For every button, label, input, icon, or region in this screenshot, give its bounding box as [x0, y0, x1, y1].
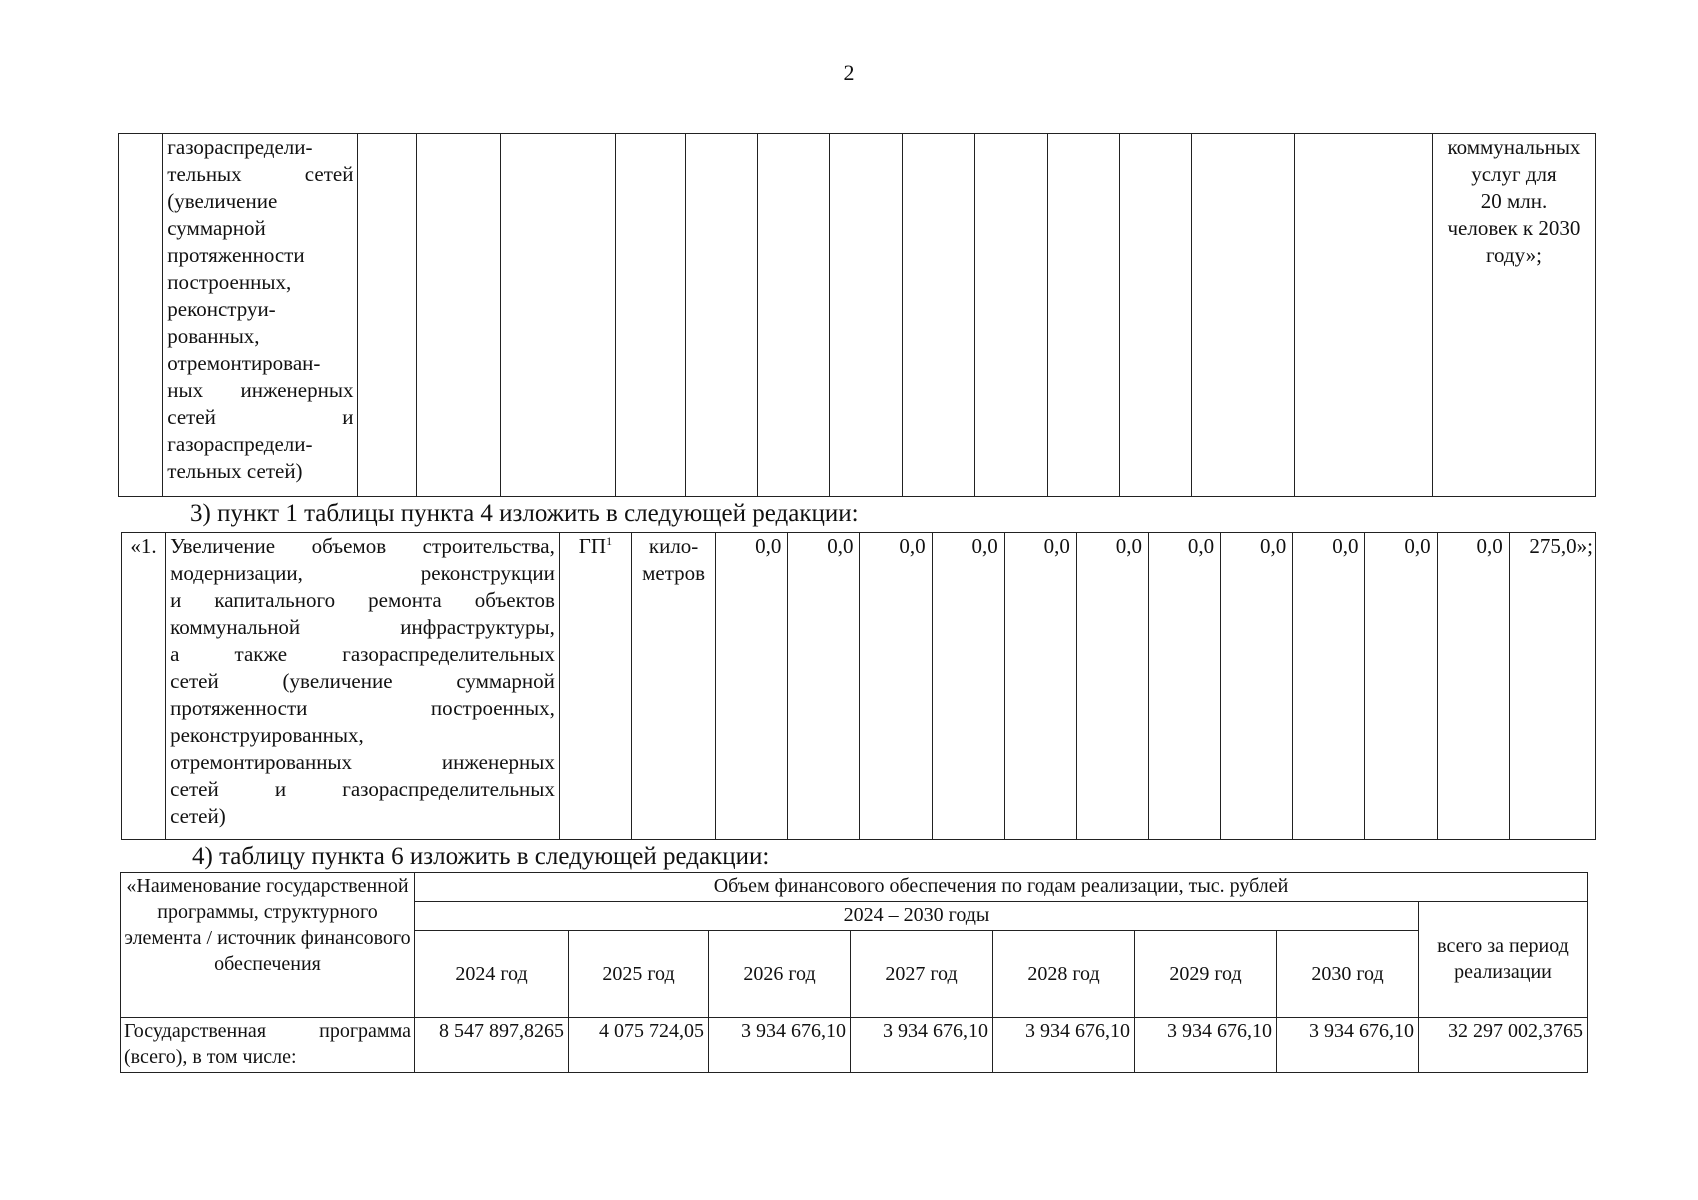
name-line: сетей и газораспределительных: [170, 777, 555, 801]
period-header: 2024 – 2030 годы: [415, 902, 1419, 931]
amount-cell: 4 075 724,05: [569, 1017, 709, 1072]
empty-cell: [416, 134, 501, 497]
value-cell: 0,0: [1293, 533, 1365, 840]
value-cell: 0,0: [716, 533, 788, 840]
name-line: сетей (увеличение суммарной: [170, 669, 555, 693]
empty-cell: [1120, 134, 1192, 497]
empty-cell: [1047, 134, 1119, 497]
value-cell: 0,0: [788, 533, 860, 840]
name-line: отремонтирован-: [167, 351, 321, 375]
value-cell: 0,0: [860, 533, 932, 840]
level-cell: [559, 533, 631, 840]
value-cell: 0,0: [1004, 533, 1076, 840]
name-line: протяженности построенных,: [170, 696, 555, 720]
empty-cell: [119, 134, 163, 497]
unit-line: метров: [642, 561, 706, 585]
amount-cell: 3 934 676,10: [993, 1017, 1135, 1072]
page-number: 2: [843, 60, 855, 85]
empty-cell: [830, 134, 902, 497]
name-line: сетей и: [167, 405, 354, 429]
table-continuation: [118, 133, 1596, 497]
value-cell: 0,0: [1437, 533, 1509, 840]
row-name-line: (всего), в том числе:: [124, 1045, 297, 1068]
empty-cell: [686, 134, 757, 497]
name-line: отремонтированных инженерных: [170, 750, 555, 774]
indicator-table: [121, 532, 1596, 840]
year-header: 2025 год: [569, 931, 709, 1017]
unit-cell: [632, 533, 716, 840]
name-line: газораспредели-: [167, 432, 313, 456]
empty-cell: [757, 134, 829, 497]
name-line: сетей): [170, 804, 226, 828]
result-line: услуг для: [1471, 162, 1557, 186]
value-cell: 0,0: [932, 533, 1004, 840]
empty-cell: [1295, 134, 1433, 497]
name-line: тельных сетей): [167, 459, 303, 483]
indicator-name-cell: [163, 134, 358, 497]
value-cell: 0,0: [1076, 533, 1148, 840]
name-line: модернизации, реконструкции: [170, 561, 555, 585]
year-header: 2029 год: [1135, 931, 1277, 1017]
name-line: ных инженерных: [167, 378, 354, 402]
row-number: «1.: [122, 533, 166, 840]
indicator-name-cell: [166, 533, 560, 840]
empty-cell: [358, 134, 416, 497]
value-cell: 0,0: [1365, 533, 1437, 840]
level-text: ГП: [578, 534, 607, 558]
empty-cell: [975, 134, 1047, 497]
column-name-header: «Наименование государственной программы, структурного элемента / источник финансового обеспечения: [121, 873, 415, 1018]
name-line: и капитального ремонта объектов: [170, 588, 555, 612]
value-cell: 275,0»;: [1509, 533, 1595, 840]
year-header: 2024 год: [415, 931, 569, 1017]
amount-cell: 8 547 897,8265: [415, 1017, 569, 1072]
amount-cell: 3 934 676,10: [851, 1017, 993, 1072]
result-line: 20 млн.: [1480, 189, 1548, 213]
row-name-cell: [121, 1017, 415, 1072]
value-cell: 0,0: [1149, 533, 1221, 840]
name-line: реконструи-: [167, 297, 276, 321]
year-header: 2026 год: [709, 931, 851, 1017]
amount-cell: 3 934 676,10: [1277, 1017, 1419, 1072]
year-header: 2027 год: [851, 931, 993, 1017]
unit-line: кило-: [648, 534, 699, 558]
empty-cell: [501, 134, 616, 497]
name-line: протяженности: [167, 243, 305, 267]
name-line: суммарной: [167, 216, 266, 240]
name-line: Увеличение объемов строительства,: [170, 534, 555, 558]
section-heading-3: 3) пункт 1 таблицы пункта 4 изложить в следующей редакции:: [190, 500, 859, 527]
result-line: коммунальных: [1447, 135, 1581, 159]
result-line: человек к 2030: [1447, 216, 1581, 240]
amount-cell: 3 934 676,10: [1135, 1017, 1277, 1072]
empty-cell: [902, 134, 974, 497]
volume-header: Объем финансового обеспечения по годам реализации, тыс. рублей: [415, 873, 1588, 902]
name-line: тельных сетей: [167, 162, 354, 186]
name-line: рованных,: [167, 324, 260, 348]
financing-table: [120, 872, 1588, 1073]
name-line: (увеличение: [167, 189, 278, 213]
total-amount-cell: 32 297 002,3765: [1419, 1017, 1588, 1072]
name-line: построенных,: [167, 270, 292, 294]
result-cell: [1432, 134, 1595, 497]
section-heading-4: 4) таблицу пункта 6 изложить в следующей редакции:: [192, 843, 770, 870]
result-line: году»;: [1485, 243, 1542, 267]
total-header: всего за период реализации: [1419, 902, 1588, 1018]
amount-cell: 3 934 676,10: [709, 1017, 851, 1072]
value-cell: 0,0: [1221, 533, 1293, 840]
row-name-line: Государственная программа: [124, 1019, 411, 1042]
name-line: коммунальной инфраструктуры,: [170, 615, 555, 639]
name-line: реконструированных,: [170, 723, 364, 747]
year-header: 2030 год: [1277, 931, 1419, 1017]
empty-cell: [615, 134, 685, 497]
name-line: а также газораспределительных: [170, 642, 555, 666]
year-header: 2028 год: [993, 931, 1135, 1017]
name-line: газораспредели-: [167, 135, 313, 159]
empty-cell: [1192, 134, 1295, 497]
footnote-mark: 1: [606, 534, 613, 548]
